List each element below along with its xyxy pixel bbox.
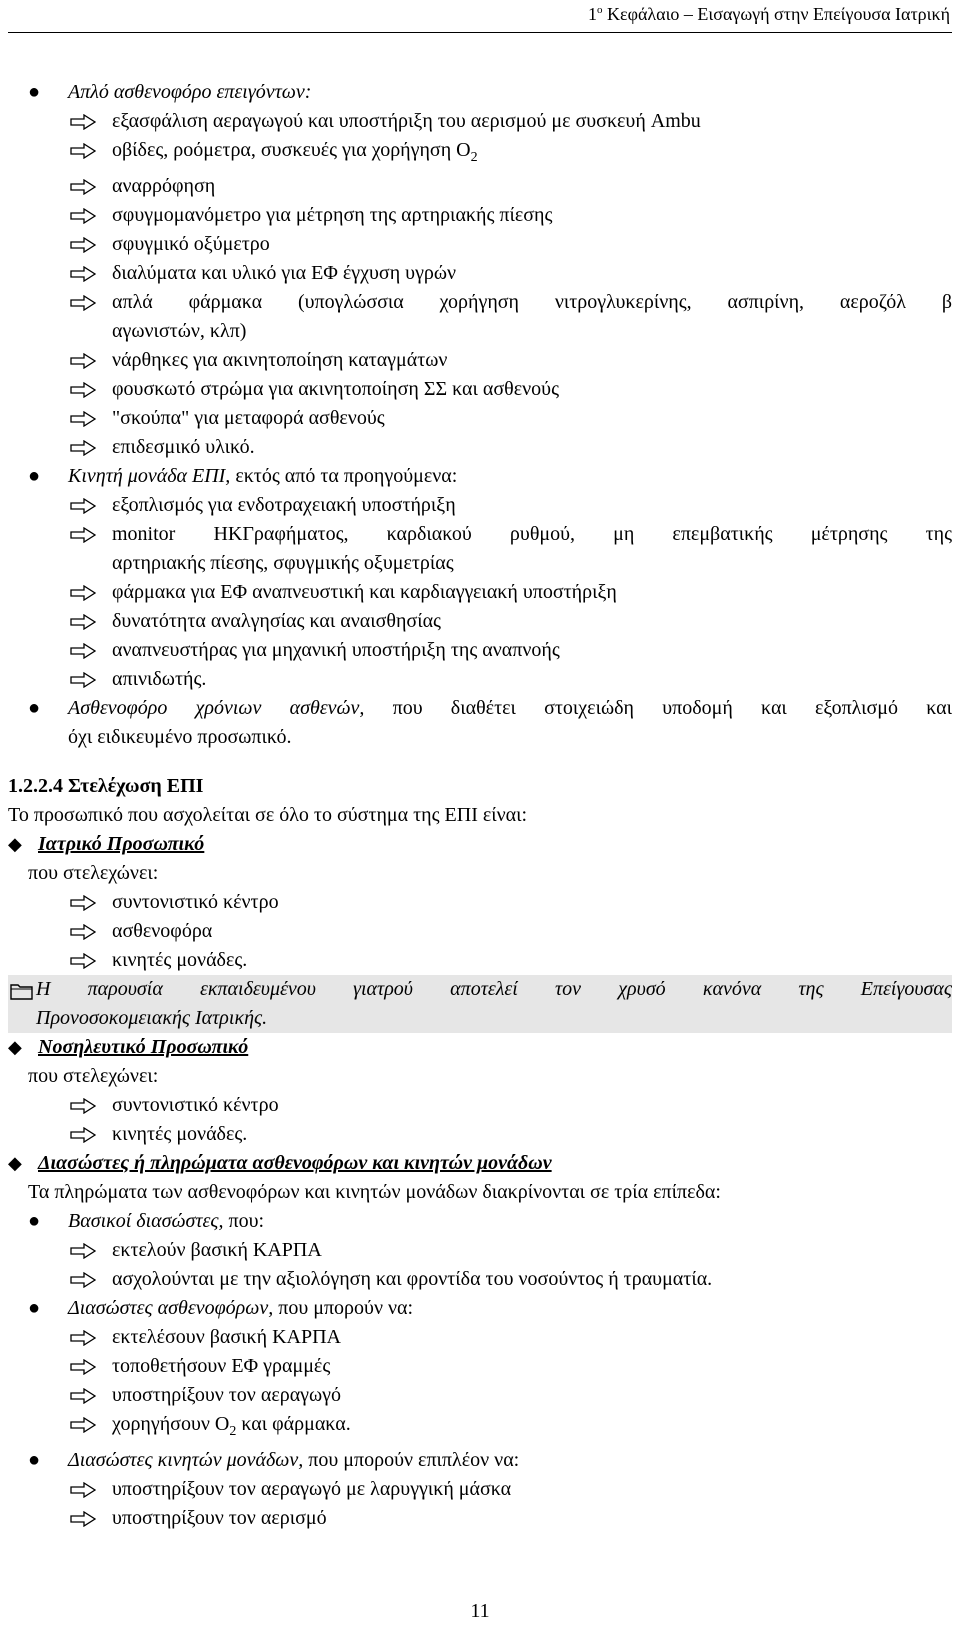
- arrow-icon: [70, 375, 96, 404]
- chapter-number: 1: [588, 4, 598, 24]
- list-item: κινητές μονάδες.: [8, 946, 952, 975]
- bullet-icon: ●: [28, 465, 41, 487]
- arrow-icon: [70, 491, 96, 520]
- diamond-icon: ◆: [8, 1037, 22, 1057]
- bullet-basic-rescuers: ● Βασικοί διασώστες, που:: [8, 1207, 952, 1236]
- list-item-continuation: αγωνιστών, κλπ): [112, 320, 247, 342]
- spacer: [8, 752, 952, 772]
- list-item: υποστηρίξουν τον αεραγωγό: [8, 1381, 952, 1410]
- arrow-icon: [70, 201, 96, 230]
- nursing-staff-heading: ◆ Νοσηλευτικό Προσωπικό: [8, 1033, 952, 1062]
- arrow-icon: [70, 1120, 96, 1149]
- bullet-simple-ambulance: [8, 78, 952, 107]
- note-line-2: Προνοσοκομειακής Ιατρικής.: [36, 1007, 268, 1029]
- list-item: χορηγήσουν $O_2$ και φάρμακα.: [8, 1410, 952, 1446]
- list-item: αναπνευστήρας για μηχανική υποστήριξη της αναπνοής: [8, 636, 952, 665]
- arrow-icon: [70, 665, 96, 694]
- list-item: διαλύματα και υλικό για ΕΦ έγχυση υγρών: [8, 259, 952, 288]
- bullet-chronic-ambulance: ● Ασθενοφόρο χρόνιων ασθενών, που διαθέτει στοιχειώδη υποδομή και εξοπλισμό και: [8, 694, 952, 723]
- arrow-icon: [70, 1323, 96, 1352]
- list-item: εκτελούν βασική ΚΑΡΠΑ: [8, 1236, 952, 1265]
- list-item: monitor ΗΚΓραφήματος, καρδιακού ρυθμού, μη επεμβατικής μέτρησης της: [8, 520, 952, 549]
- list-item: φουσκωτό στρώμα για ακινητοποίηση ΣΣ και ασθενούς: [8, 375, 952, 404]
- arrow-icon: [70, 259, 96, 288]
- arrow-icon: [70, 520, 96, 549]
- arrow-icon: [70, 1504, 96, 1533]
- list-item: "σκούπα" για μεταφορά ασθενούς: [8, 404, 952, 433]
- list-item: νάρθηκες για ακινητοποίηση καταγμάτων: [8, 346, 952, 375]
- list-item: αναρρόφηση: [8, 172, 952, 201]
- simple-ambulance-title: Απλό ασθενοφόρο επειγόντων:: [68, 81, 312, 103]
- medical-staff-heading: ◆ Ιατρικό Προσωπικό: [8, 830, 952, 859]
- arrow-icon: [70, 172, 96, 201]
- arrow-icon: [70, 136, 96, 165]
- arrow-icon: [70, 607, 96, 636]
- list-item: συντονιστικό κέντρο: [8, 1091, 952, 1120]
- bullet-icon: ●: [28, 697, 41, 719]
- bullet-icon: ●: [28, 81, 41, 103]
- bullet-ambulance-rescuers: ● Διασώστες ασθενοφόρων, που μπορούν να:: [8, 1294, 952, 1323]
- list-item: ασχολούνται με την αξιολόγηση και φροντίδα του νοσούντος ή τραυματία.: [8, 1265, 952, 1294]
- arrow-icon: [70, 288, 96, 317]
- list-item: σφυγμικό οξύμετρο: [8, 230, 952, 259]
- list-item: επιδεσμικό υλικό.: [8, 433, 952, 462]
- arrow-icon: [70, 107, 96, 136]
- arrow-icon: [70, 433, 96, 462]
- arrow-icon: [70, 946, 96, 975]
- nursing-staff-subtitle: που στελεχώνει:: [28, 1065, 159, 1087]
- arrow-icon: [70, 230, 96, 259]
- arrow-icon: [70, 578, 96, 607]
- bullet-icon: ●: [28, 1297, 41, 1319]
- list-item: απλά φάρμακα (υπογλώσσια χορήγηση νιτρογλυκερίνης, ασπιρίνη, αεροζόλ β: [8, 288, 952, 317]
- arrow-icon: [70, 1091, 96, 1120]
- header-rule: [8, 32, 952, 33]
- note-line-1: Η παρουσία εκπαιδευμένου γιατρού αποτελεί τον χρυσό κανόνα της Επείγουσας: [36, 978, 952, 1000]
- list-item: εκτελέσουν βασική ΚΑΡΠΑ: [8, 1323, 952, 1352]
- medical-staff-subtitle: που στελεχώνει:: [28, 862, 159, 884]
- chapter-title: Κεφάλαιο – Εισαγωγή στην Επείγουσα Ιατρική: [607, 4, 950, 24]
- highlight-note: [8, 975, 952, 1004]
- chronic-ambulance-title: Ασθενοφόρο χρόνιων ασθενών,: [68, 697, 365, 719]
- list-item: εξοπλισμός για ενδοτραχειακή υποστήριξη: [8, 491, 952, 520]
- list-item: υποστηρίξουν τον αερισμό: [8, 1504, 952, 1533]
- section-heading: 1.2.2.4 Στελέχωση ΕΠΙ: [8, 775, 204, 797]
- chronic-ambulance-continuation: όχι ειδικευμένο προσωπικό.: [68, 726, 292, 748]
- list-item: εξασφάλιση αεραγωγού και υποστήριξη του αερισμού με συσκευή Ambu: [8, 107, 952, 136]
- list-item: δυνατότητα αναλγησίας και αναισθησίας: [8, 607, 952, 636]
- chapter-superscript: ο: [597, 4, 603, 16]
- list-item: τοποθετήσουν ΕΦ γραμμές: [8, 1352, 952, 1381]
- arrow-icon: [70, 636, 96, 665]
- arrow-icon: [70, 1475, 96, 1504]
- rescuers-intro: Τα πληρώματα των ασθενοφόρων και κινητών μονάδων διακρίνονται σε τρία επίπεδα:: [28, 1181, 721, 1203]
- page-body: [8, 78, 952, 1533]
- list-item: απινιδωτής.: [8, 665, 952, 694]
- list-item: ασθενοφόρα: [8, 917, 952, 946]
- arrow-icon: [70, 1381, 96, 1410]
- arrow-icon: [70, 888, 96, 917]
- bullet-mobile-unit: ● Κινητή μονάδα ΕΠΙ, εκτός από τα προηγούμενα:: [8, 462, 952, 491]
- mobile-unit-title: Κινητή μονάδα ΕΠΙ,: [68, 465, 231, 487]
- arrow-icon: [70, 1410, 96, 1439]
- arrow-icon: [70, 346, 96, 375]
- list-item: φάρμακα για ΕΦ αναπνευστική και καρδιαγγειακή υποστήριξη: [8, 578, 952, 607]
- page-number: 11: [470, 1600, 490, 1622]
- list-item: υποστηρίξουν τον αεραγωγό με λαρυγγική μάσκα: [8, 1475, 952, 1504]
- diamond-icon: ◆: [8, 834, 22, 854]
- diamond-icon: ◆: [8, 1153, 22, 1173]
- running-header: [588, 4, 950, 25]
- arrow-icon: [70, 917, 96, 946]
- arrow-icon: [70, 1265, 96, 1294]
- bullet-icon: ●: [28, 1449, 41, 1471]
- section-intro: Το προσωπικό που ασχολείται σε όλο το σύστημα της ΕΠΙ είναι:: [8, 804, 528, 826]
- bullet-mobile-rescuers: ● Διασώστες κινητών μονάδων, που μπορούν επιπλέον να:: [8, 1446, 952, 1475]
- list-item-continuation: αρτηριακής πίεσης, σφυγμικής οξυμετρίας: [112, 552, 454, 574]
- arrow-icon: [70, 1352, 96, 1381]
- bullet-icon: ●: [28, 1210, 41, 1232]
- arrow-icon: [70, 404, 96, 433]
- list-item: συντονιστικό κέντρο: [8, 888, 952, 917]
- list-item: σφυγμομανόμετρο για μέτρηση της αρτηριακής πίεσης: [8, 201, 952, 230]
- note-line-2-wrapper: [8, 1004, 952, 1033]
- list-item: οβίδες, ροόμετρα, συσκευές για χορήγηση $O_2$: [8, 136, 952, 172]
- list-item: κινητές μονάδες.: [8, 1120, 952, 1149]
- arrow-icon: [70, 1236, 96, 1265]
- rescuers-heading: ◆ Διασώστες ή πληρώματα ασθενοφόρων και κινητών μονάδων: [8, 1149, 952, 1178]
